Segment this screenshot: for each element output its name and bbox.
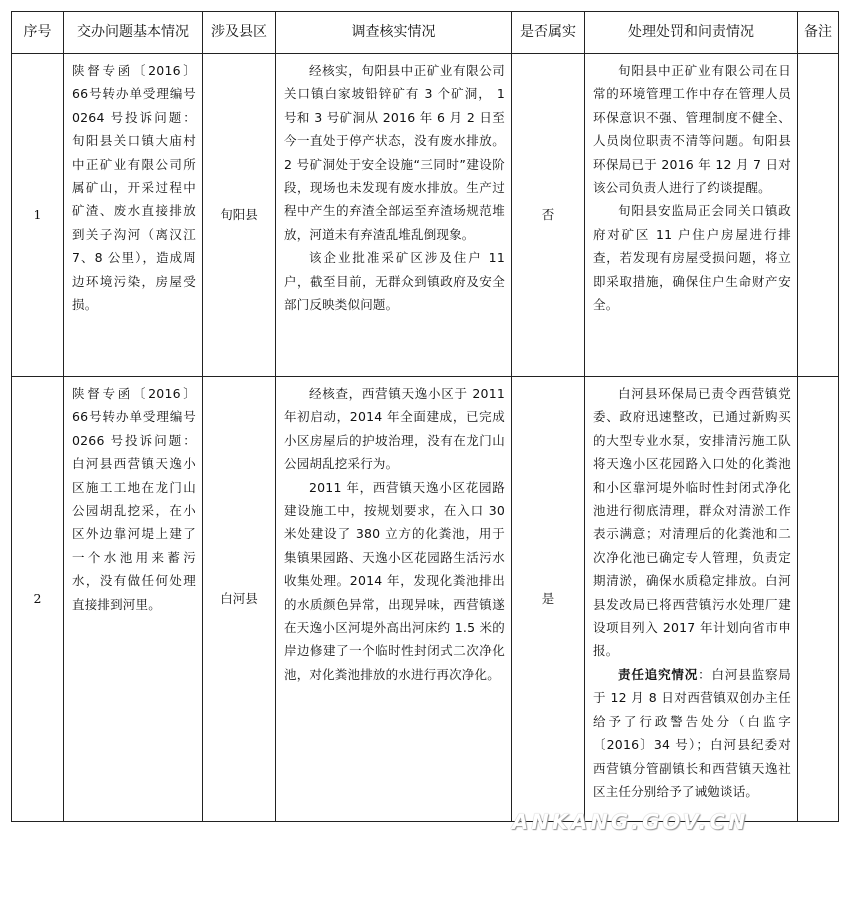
header-row xyxy=(12,12,839,54)
issue-cell xyxy=(64,377,203,822)
handling-paragraph: 白河县环保局已责令西营镇党委、政府迅速整改，已通过新购买的大型专业水泵，安排清污施工队将天逸小区花园路入口处的化粪池和小区靠河堤外临时性封闭式净化池进行彻底清理，群众对清淤工作表示满意；对清理后的化粪池和二次净化池已确定专人管理，负责定期清淤，确保水质稳定排放。白河县发改局已将西营镇污水处理厂建设项目列入 2017 年计划向省市申报。 xyxy=(593,386,791,659)
issue-text: 陕督专函〔2016〕66号转办单受理编号0264 号投诉问题：旬阳县关口镇大庙村中正矿业有限公司所属矿山，开采过程中矿渣、废水直接排放到关子沟河（离汉江 7、8 公里），造成周边环境污染，房屋受损。 xyxy=(72,63,196,313)
header-remarks: 备注 xyxy=(798,12,839,54)
row-seq: 1 xyxy=(12,54,64,377)
handling-cell xyxy=(585,54,798,377)
investigation-paragraph: 该企业批准采矿区涉及住户 11 户，截至目前，无群众到镇政府及安全部门反映类似问题。 xyxy=(284,250,505,313)
investigation-paragraph: 经核查，西营镇天逸小区于 2011 年初启动，2014 年全面建成，已完成小区房屋后的护坡治理，没有在龙门山公园胡乱挖采行为。 xyxy=(284,386,505,472)
remarks-cell xyxy=(798,54,839,377)
complaint-table xyxy=(11,11,839,822)
investigation-paragraph: 2011 年，西营镇天逸小区花园路建设施工中，按规划要求，在入口 30 米处建设了 380 立方的化粪池，用于集镇果园路、天逸小区花园路生活污水收集处理。2014 年，发现化粪池排出的水质颜色异常，出现异味，西营镇遂在天逸小区河堤外高出河床约 1.5 米的岸边修建了一个临时性封闭式二次净化池，对化粪池排放的水进行再次净化。 xyxy=(284,479,505,682)
remarks-cell xyxy=(798,377,839,822)
header-verified: 是否属实 xyxy=(512,12,585,54)
handling-paragraph: 旬阳县中正矿业有限公司在日常的环境管理工作中存在管理人员环保意识不强、管理制度不健全、人员岗位职责不清等问题。旬阳县环保局已于 2016 年 12 月 7 日对该公司负责人进行了约谈提醒。 xyxy=(593,63,791,196)
verified-cell: 是 xyxy=(512,377,585,822)
table-row xyxy=(12,377,839,822)
verified-cell: 否 xyxy=(512,54,585,377)
county-cell: 白河县 xyxy=(203,377,276,822)
county-cell: 旬阳县 xyxy=(203,54,276,377)
investigation-paragraph: 经核实，旬阳县中正矿业有限公司关口镇白家坡铅锌矿有 3 个矿洞， 1 号和 3 号矿洞从 2016 年 6 月 2 日至今一直处于停产状态，没有废水排放。2 号矿洞处于安全设施“三同时”建设阶段，现场也未发现有废水排放。生产过程中产生的弃渣全部运至弃渣场规范堆放，河道未有弃渣乱堆乱倒现象。 xyxy=(284,63,505,242)
handling-paragraph xyxy=(593,663,791,803)
handling-paragraph: 旬阳县安监局正会同关口镇政府对矿区 11 户住户房屋进行排查，若发现有房屋受损问题，将立即采取措施，确保住户生命财产安全。 xyxy=(593,203,791,313)
header-issue: 交办问题基本情况 xyxy=(64,12,203,54)
accountability-title: 责任追究情况 xyxy=(618,666,699,682)
investigation-cell xyxy=(276,54,512,377)
handling-cell xyxy=(585,377,798,822)
header-investigation: 调查核实情况 xyxy=(276,12,512,54)
table-row xyxy=(12,54,839,377)
accountability-text: ：白河县监察局于 12 月 8 日对西营镇双创办主任给予了行政警告处分（白监字〔2016〕34 号）；白河县纪委对西营镇分管副镇长和西营镇天逸社区主任分别给予了诫勉谈话。 xyxy=(593,666,792,799)
row-seq: 2 xyxy=(12,377,64,822)
header-handling: 处理处罚和问责情况 xyxy=(585,12,798,54)
issue-cell xyxy=(64,54,203,377)
investigation-cell xyxy=(276,377,512,822)
site-watermark: ANKANG.GOV.CN xyxy=(512,810,749,834)
issue-text: 陕督专函〔2016〕66号转办单受理编号0266 号投诉问题：白河县西营镇天逸小区施工工地在龙门山公园胡乱挖采，在小区外边靠河堤上建了一个水池用来蓄污水，没有做任何处理直接排到河里。 xyxy=(72,386,196,612)
header-county: 涉及县区 xyxy=(203,12,276,54)
header-seq: 序号 xyxy=(12,12,64,54)
